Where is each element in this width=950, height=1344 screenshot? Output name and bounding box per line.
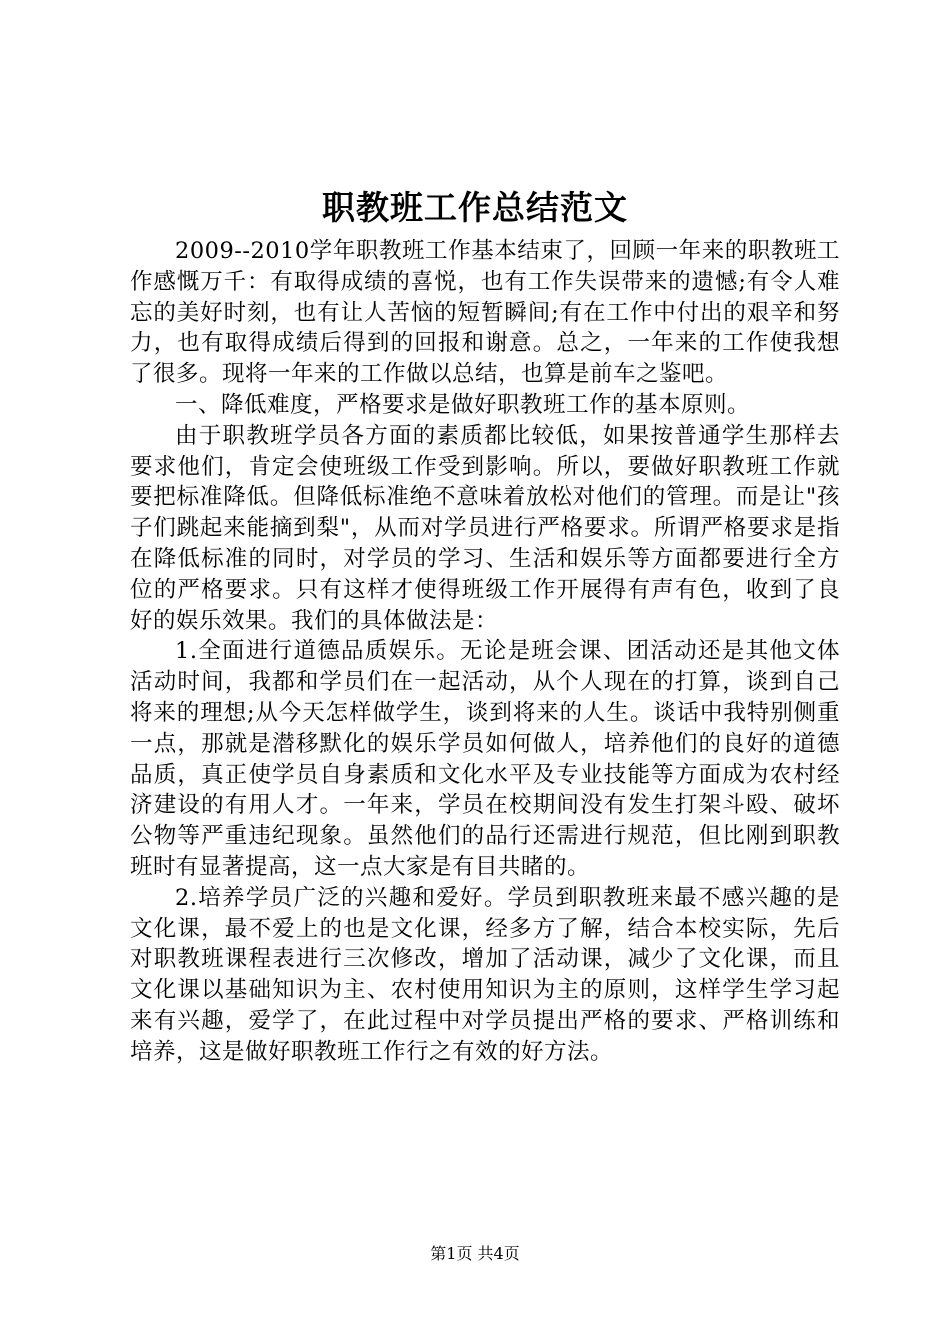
document-title: 职教班工作总结范文: [322, 188, 628, 227]
document-body: [130, 236, 840, 1068]
page-number-footer: 第1页 共4页: [430, 1244, 520, 1263]
paragraph-section-heading: 一、降低难度，严格要求是做好职教班工作的基本原则。: [175, 391, 751, 418]
paragraph-item-1: 1.全面进行道德品质娱乐。无论是班会课、团活动还是其他文体活动时间，我都和学员们在一起活动，从个人现在的打算，谈到自己将来的理想;从今天怎样做学生，谈到将来的人生。谈话中我特别侧重一点，那就是潜移默化的娱乐学员如何做人，培养他们的良好的道德品质，真正使学员自身素质和文化水平及专业技能等方面成为农村经济建设的有用人才。一年来，学员在校期间没有发生打架斗殴、破坏公物等严重违纪现象。虽然他们的品行还需进行规范，但比刚到职教班时有显著提高，这一点大家是有目共睹的。: [130, 638, 840, 880]
paragraph-principle: 由于职教班学员各方面的素质都比较低，如果按普通学生那样去要求他们，肯定会使班级工作受到影响。所以，要做好职教班工作就要把标准降低。但降低标准绝不意味着放松对他们的管理。而是让"孩子们跳起来能摘到梨"，从而对学员进行严格要求。所谓严格要求是指在降低标准的同时，对学员的学习、生活和娱乐等方面都要进行全方位的严格要求。只有这样才使得班级工作开展得有声有色，收到了良好的娱乐效果。我们的具体做法是：: [130, 422, 840, 634]
paragraph-item-2: 2.培养学员广泛的兴趣和爱好。学员到职教班来最不感兴趣的是文化课，最不爱上的也是文化课，经多方了解，结合本校实际，先后对职教班课程表进行三次修改，增加了活动课，减少了文化课，而且文化课以基础知识为主、农村使用知识为主的原则，这样学生学习起来有兴趣，爱学了，在此过程中对学员提出严格的要求、严格训练和培养，这是做好职教班工作行之有效的好方法。: [130, 884, 840, 1065]
paragraph-intro: 2009--2010学年职教班工作基本结束了，回顾一年来的职教班工作感慨万千：有取得成绩的喜悦，也有工作失误带来的遗憾;有令人难忘的美好时刻，也有让人苦恼的短暂瞬间;有在工作中付出的艰辛和努力，也有取得成绩后得到的回报和谢意。总之，一年来的工作使我想了很多。现将一年来的工作做以总结，也算是前车之鉴吧。: [130, 238, 840, 388]
